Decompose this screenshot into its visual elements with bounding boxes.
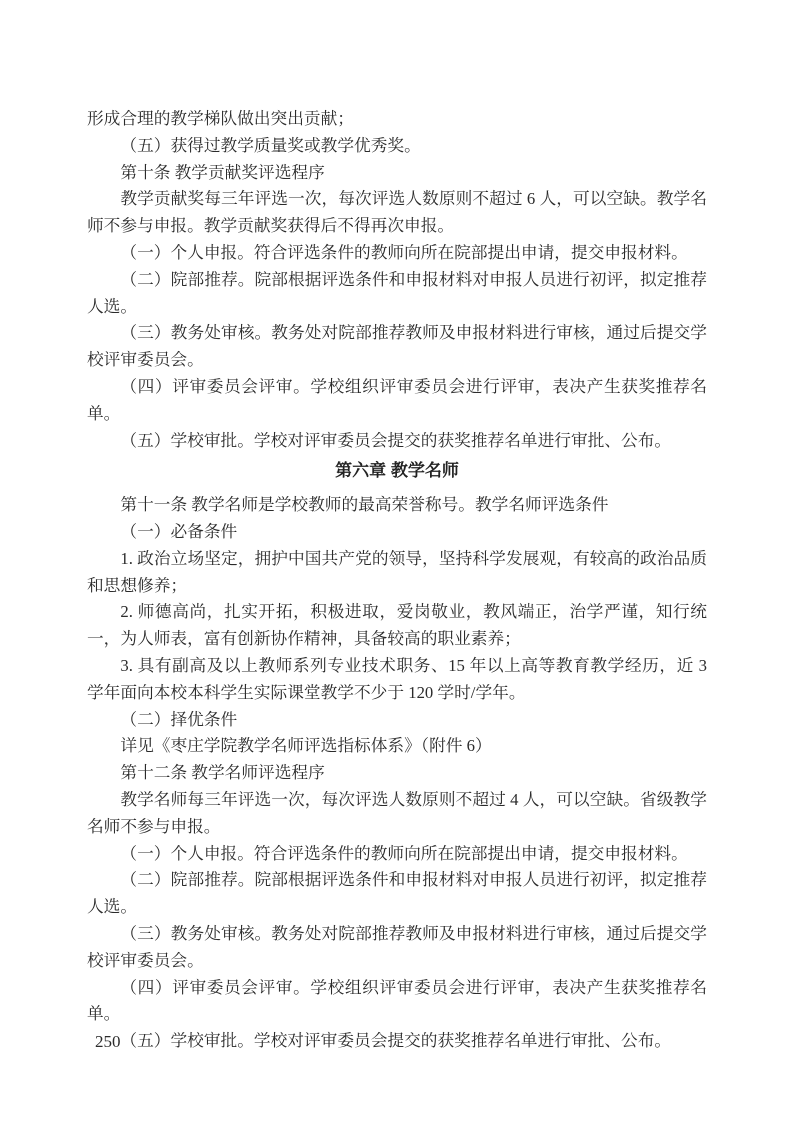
- paragraph: 第十二条 教学名师评选程序: [120, 763, 325, 783]
- paragraph: 2. 师德高尚，扎实开拓，积极进取，爱岗敬业，教风端正，治学严谨，知行统一，为人师表，富有创新协作精神，具备较高的职业素养；: [87, 602, 707, 649]
- chapter-heading: 第六章 教学名师: [335, 461, 459, 481]
- paragraph: （二）院部推荐。院部根据评选条件和申报材料对申报人员进行初评，拟定推荐人选。: [87, 269, 707, 316]
- paragraph: （四）评审委员会评审。学校组织评审委员会进行评审，表决产生获奖推荐名单。: [87, 376, 707, 423]
- page-number: 250: [95, 1032, 121, 1051]
- paragraph: （三）教务处审核。教务处对院部推荐教师及申报材料进行审核，通过后提交学校评审委员会。: [87, 923, 707, 970]
- paragraph: 教学名师每三年评选一次，每次评选人数原则不超过 4 人，可以空缺。省级教学名师不参与申报。: [87, 789, 707, 836]
- paragraph: （一）个人申报。符合评选条件的教师向所在院部提出申请，提交申报材料。: [120, 242, 688, 262]
- paragraph: 形成合理的教学梯队做出突出贡献；: [87, 109, 354, 128]
- paragraph: 第十条 教学贡献奖评选程序: [120, 162, 325, 182]
- paragraph: （二）择优条件: [120, 709, 238, 729]
- paragraph: 详见《枣庄学院教学名师评选指标体系》（附件 6）: [120, 736, 492, 756]
- paragraph: （二）院部推荐。院部根据评选条件和申报材料对申报人员进行初评，拟定推荐人选。: [87, 870, 707, 917]
- paragraph: 第十一条 教学名师是学校教师的最高荣誉称号。教学名师评选条件: [120, 495, 609, 515]
- paragraph: （五）获得过教学质量奖或教学优秀奖。: [120, 135, 421, 155]
- paragraph: （五）学校审批。学校对评审委员会提交的获奖推荐名单进行审批、公布。: [120, 1031, 672, 1051]
- paragraph: 3. 具有副高及以上教师系列专业技术职务、15 年以上高等教育教学经历，近 3 学年面向本校本科学生实际课堂教学不少于 120 学时/学年。: [87, 655, 707, 702]
- paragraph: 教学贡献奖每三年评选一次，每次评选人数原则不超过 6 人，可以空缺。教学名师不参与申报。教学贡献奖获得后不得再次申报。: [87, 189, 707, 236]
- paragraph: （三）教务处审核。教务处对院部推荐教师及申报材料进行审核，通过后提交学校评审委员会。: [87, 323, 707, 370]
- document-body: [87, 106, 707, 1055]
- paragraph: （四）评审委员会评审。学校组织评审委员会进行评审，表决产生获奖推荐名单。: [87, 977, 707, 1024]
- paragraph: （五）学校审批。学校对评审委员会提交的获奖推荐名单进行审批、公布。: [120, 430, 672, 450]
- paragraph: （一）必备条件: [120, 521, 238, 541]
- paragraph: （一）个人申报。符合评选条件的教师向所在院部提出申请，提交申报材料。: [120, 843, 688, 863]
- paragraph: 1. 政治立场坚定，拥护中国共产党的领导，坚持科学发展观，有较高的政治品质和思想修养；: [87, 548, 707, 595]
